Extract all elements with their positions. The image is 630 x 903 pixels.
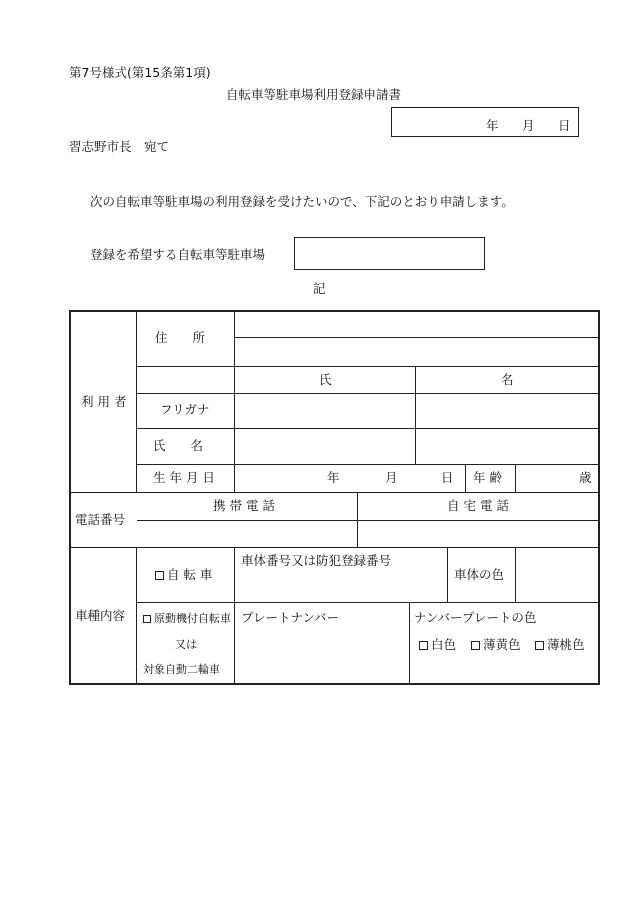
birth-month-label: 月 xyxy=(385,470,398,485)
moped-option-line2: 又は xyxy=(175,638,197,651)
home-phone-input[interactable] xyxy=(359,522,597,546)
address-line1-input[interactable] xyxy=(236,313,597,336)
frame-number-label: 車体番号又は防犯登録番号 xyxy=(241,553,392,568)
rule xyxy=(137,602,598,603)
form-title: 自転車等駐車場利用登録申請書 xyxy=(226,87,402,102)
givenname-input[interactable] xyxy=(417,430,597,463)
addressee: 習志野市長 宛て xyxy=(69,139,170,154)
age-unit-label: 歳 xyxy=(579,470,592,485)
application-table xyxy=(69,310,600,685)
rule xyxy=(234,547,235,683)
rule xyxy=(136,547,137,683)
rule xyxy=(71,492,598,493)
bicycle-option-label: 自 転 車 xyxy=(167,567,213,582)
rule xyxy=(71,547,598,548)
pink-option-label: 薄桃色 xyxy=(547,637,585,652)
user-section-label: 利 用 者 xyxy=(81,394,127,409)
age-label: 年 齢 xyxy=(473,470,502,485)
address-line2-input[interactable] xyxy=(236,339,597,365)
date-year-label: 年 xyxy=(486,118,499,133)
date-month-label: 月 xyxy=(522,118,535,133)
rule xyxy=(137,520,598,521)
intro-text: 次の自転車等駐車場の利用登録を受けたいので、下記のとおり申請します。 xyxy=(90,194,514,209)
rule xyxy=(137,366,598,367)
rule xyxy=(515,547,516,602)
rule xyxy=(234,337,598,338)
rule xyxy=(447,547,448,602)
white-checkbox[interactable] xyxy=(419,641,428,650)
bicycle-checkbox[interactable] xyxy=(155,571,164,580)
plate-color-pink-option[interactable] xyxy=(535,639,585,652)
plate-color-label: ナンバープレートの色 xyxy=(414,610,537,625)
moped-option-line3: 対象自動二輪車 xyxy=(143,663,220,676)
rule xyxy=(137,428,598,429)
pink-checkbox[interactable] xyxy=(535,641,544,650)
phone-section-label: 電話番号 xyxy=(75,512,126,527)
furigana-surname-input[interactable] xyxy=(236,395,414,427)
parking-input[interactable] xyxy=(294,237,485,270)
rule xyxy=(357,492,358,547)
body-color-label: 車体の色 xyxy=(454,567,505,582)
vehicle-section-label: 車種内容 xyxy=(75,608,126,623)
address-label: 住 所 xyxy=(155,330,206,345)
rule xyxy=(415,366,416,464)
moped-option[interactable] xyxy=(143,613,231,624)
surname-input[interactable] xyxy=(236,430,414,463)
furigana-givenname-input[interactable] xyxy=(417,395,597,427)
plate-number-label: プレートナンバー xyxy=(241,610,340,625)
date-field[interactable] xyxy=(391,107,579,137)
givenname-column-header: 名 xyxy=(501,372,514,387)
rule xyxy=(137,393,598,394)
parking-label: 登録を希望する自転車等駐車場 xyxy=(90,247,266,262)
yellow-option-label: 薄黄色 xyxy=(483,637,521,652)
rule xyxy=(409,602,410,683)
rule xyxy=(136,312,137,492)
form-number: 第7号様式(第15条第1項) xyxy=(69,65,211,80)
mobile-phone-input[interactable] xyxy=(138,522,356,546)
yellow-checkbox[interactable] xyxy=(471,641,480,650)
mobile-phone-label: 携 帯 電 話 xyxy=(213,498,275,513)
furigana-label: フリガナ xyxy=(160,402,210,417)
ki-label: 記 xyxy=(313,281,326,296)
moped-checkbox[interactable] xyxy=(143,615,151,623)
moped-option-line1: 原動機付自転車 xyxy=(154,612,231,625)
rule xyxy=(515,464,516,492)
home-phone-label: 自 宅 電 話 xyxy=(447,498,509,513)
white-option-label: 白色 xyxy=(431,637,457,652)
plate-color-white-option[interactable] xyxy=(419,639,456,652)
date-day-label: 日 xyxy=(558,118,571,133)
plate-color-yellow-option[interactable] xyxy=(471,639,521,652)
surname-column-header: 氏 xyxy=(319,372,332,387)
birth-day-label: 日 xyxy=(441,470,454,485)
rule xyxy=(234,312,235,492)
name-label: 氏 名 xyxy=(153,438,204,453)
rule xyxy=(465,464,466,492)
rule xyxy=(137,464,598,465)
birthdate-label: 生 年 月 日 xyxy=(153,470,215,485)
birth-year-label: 年 xyxy=(327,470,340,485)
bicycle-option[interactable] xyxy=(155,569,212,582)
